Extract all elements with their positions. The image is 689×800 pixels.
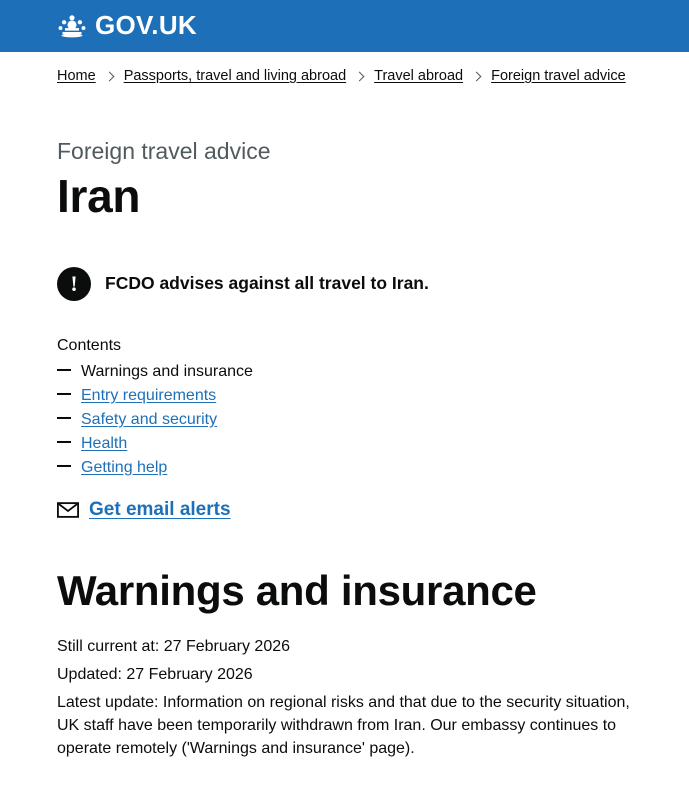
- breadcrumb: [0, 52, 689, 95]
- breadcrumb-link-travel-abroad[interactable]: Travel abroad: [374, 68, 464, 84]
- email-alerts[interactable]: [57, 499, 632, 521]
- contents-link-health[interactable]: Health: [81, 434, 128, 452]
- contents-link-getting-help[interactable]: Getting help: [81, 458, 168, 476]
- contents-heading: Contents: [57, 336, 122, 354]
- govuk-logo-link[interactable]: [57, 9, 197, 41]
- contents-label-warnings-and-insurance: Warnings and insurance: [81, 362, 253, 380]
- get-email-alerts-link[interactable]: Get email alerts: [89, 498, 231, 520]
- breadcrumb-item-home: [57, 68, 96, 84]
- contents-list: [57, 363, 632, 477]
- contents-item-getting-help[interactable]: [57, 459, 632, 477]
- dash-icon: [57, 369, 71, 371]
- latest-update: [57, 691, 632, 761]
- section-metadata: [57, 635, 632, 761]
- site-header: [0, 0, 689, 52]
- breadcrumb-list: [57, 68, 689, 84]
- travel-warning-callout: [57, 267, 632, 301]
- breadcrumb-item-foreign-travel-advice: [463, 68, 626, 84]
- updated-value: 27 February 2026: [126, 665, 253, 683]
- dash-icon: [57, 465, 71, 467]
- travel-warning-text: FCDO advises against all travel to Iran.: [105, 273, 429, 294]
- contents-link-safety-and-security[interactable]: Safety and security: [81, 410, 218, 428]
- dash-icon: [57, 393, 71, 395]
- page-title: Iran: [57, 170, 141, 223]
- contents-item-health[interactable]: [57, 435, 632, 453]
- latest-update-label: Latest update:: [57, 694, 159, 712]
- page-pretitle: Foreign travel advice: [57, 138, 271, 164]
- still-current-label: Still current at:: [57, 637, 160, 655]
- contents-item-safety-and-security[interactable]: [57, 411, 632, 429]
- breadcrumb-link-passports[interactable]: Passports, travel and living abroad: [123, 68, 347, 84]
- latest-update-value: Information on regional risks and that due to the security situation, UK staff have been temporarily withdrawn from Iran. Our embassy continues to operate remotely ('Warnings and insurance' page).: [57, 694, 630, 758]
- updated: [57, 663, 632, 686]
- updated-label: Updated:: [57, 665, 122, 683]
- dash-icon: [57, 417, 71, 419]
- contents-item-warnings-and-insurance: [57, 363, 632, 381]
- govuk-logo-text: GOV.UK: [95, 9, 197, 40]
- breadcrumb-item-passports: [96, 68, 346, 84]
- exclamation-icon: !: [57, 267, 91, 301]
- crown-icon: [57, 14, 87, 38]
- contents-nav: [57, 337, 632, 477]
- envelope-icon: [57, 502, 79, 518]
- main-content: [0, 139, 689, 761]
- breadcrumb-item-travel-abroad: [346, 68, 463, 84]
- section-title: Warnings and insurance: [57, 566, 537, 614]
- breadcrumb-link-home[interactable]: Home: [57, 68, 96, 84]
- dash-icon: [57, 441, 71, 443]
- contents-item-entry-requirements[interactable]: [57, 387, 632, 405]
- still-current-at: [57, 635, 632, 658]
- contents-link-entry-requirements[interactable]: Entry requirements: [81, 386, 217, 404]
- still-current-value: 27 February 2026: [163, 637, 291, 655]
- breadcrumb-link-foreign-travel-advice[interactable]: Foreign travel advice: [491, 68, 626, 84]
